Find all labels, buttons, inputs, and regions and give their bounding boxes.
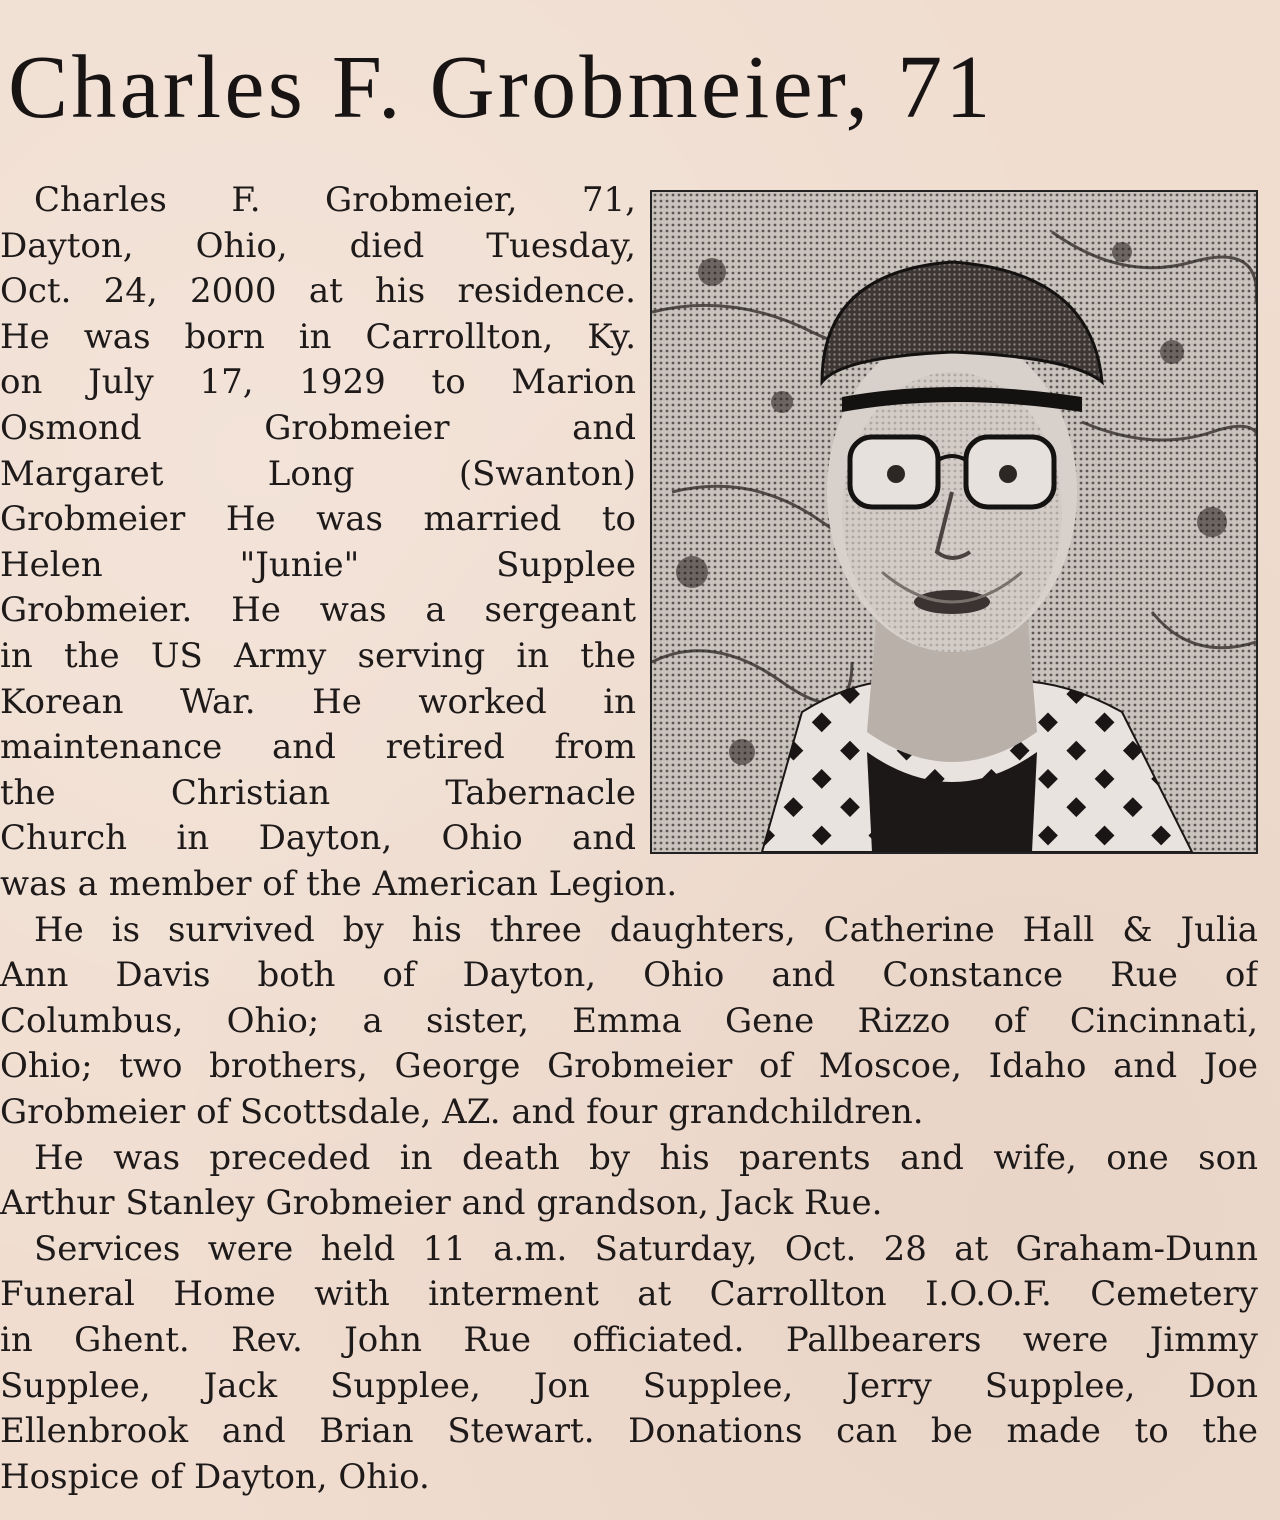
text-line: He was preceded in death by his parents and wife, one son bbox=[34, 1137, 1258, 1178]
text-line: Services were held 11 a.m. Saturday, Oct. 28 at Graham-Dunn bbox=[34, 1228, 1258, 1269]
text-line: Funeral Home with interment at Carrollton I.O.O.F. Cemetery bbox=[0, 1274, 1258, 1315]
text-line: Ann Davis both of Dayton, Ohio and Constance Rue of bbox=[0, 955, 1258, 996]
obituary-title: Charles F. Grobmeier, 71 bbox=[8, 38, 994, 137]
portrait-illustration bbox=[652, 192, 1256, 852]
portrait-photo bbox=[650, 190, 1258, 854]
text-line: maintenance and retired from bbox=[0, 727, 636, 768]
obituary-body-text bbox=[0, 862, 1258, 1500]
text-line: the Christian Tabernacle bbox=[0, 772, 636, 813]
text-line: Helen "Junie" Supplee bbox=[0, 544, 636, 585]
text-line: Supplee, Jack Supplee, Jon Supplee, Jerry Supplee, Don bbox=[0, 1365, 1258, 1406]
obituary-column-text bbox=[0, 178, 636, 862]
text-line: Oct. 24, 2000 at his residence. bbox=[0, 271, 636, 312]
text-line: on July 17, 1929 to Marion bbox=[0, 362, 636, 403]
text-line: Osmond Grobmeier and bbox=[0, 407, 636, 448]
text-line: Grobmeier He was married to bbox=[0, 499, 636, 540]
text-line: Margaret Long (Swanton) bbox=[0, 453, 636, 494]
text-line: Columbus, Ohio; a sister, Emma Gene Rizzo of Cincinnati, bbox=[0, 1000, 1258, 1041]
text-line: Ohio; two brothers, George Grobmeier of Moscoe, Idaho and Joe bbox=[0, 1046, 1258, 1087]
text-line: Charles F. Grobmeier, 71, bbox=[34, 180, 636, 220]
text-line: in Ghent. Rev. John Rue officiated. Pallbearers were Jimmy bbox=[0, 1319, 1258, 1360]
text-line: He is survived by his three daughters, Catherine Hall & Julia bbox=[34, 909, 1258, 950]
text-line: Korean War. He worked in bbox=[0, 681, 636, 722]
text-line: Hospice of Dayton, Ohio. bbox=[0, 1456, 430, 1497]
text-line: was a member of the American Legion. bbox=[0, 864, 678, 904]
text-line: Grobmeier of Scottsdale, AZ. and four grandchildren. bbox=[0, 1091, 924, 1132]
text-line: Church in Dayton, Ohio and bbox=[0, 818, 636, 859]
text-line: in the US Army serving in the bbox=[0, 635, 636, 676]
text-line: Ellenbrook and Brian Stewart. Donations can be made to the bbox=[0, 1411, 1258, 1452]
text-line: Dayton, Ohio, died Tuesday, bbox=[0, 225, 636, 266]
text-line: Arthur Stanley Grobmeier and grandson, Jack Rue. bbox=[0, 1183, 883, 1224]
text-line: Grobmeier. He was a sergeant bbox=[0, 590, 636, 631]
text-line: He was born in Carrollton, Ky. bbox=[0, 316, 636, 357]
